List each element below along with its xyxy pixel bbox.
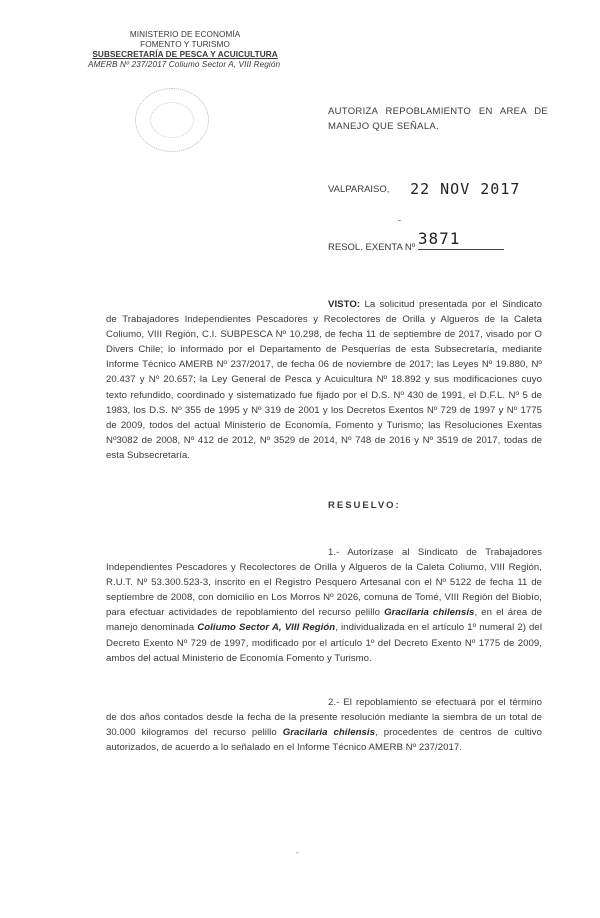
visto-paragraph [106,297,542,463]
document-subject: AUTORIZA REPOBLAMIENTO EN AREA DE MANEJO QUE SEÑALA. [328,106,548,132]
file-reference: AMERB Nº 237/2017 Coliumo Sector A, VIII Región [88,60,281,69]
article-1 [106,545,542,666]
resuelvo-heading: RESUELVO: [328,500,401,511]
area-name: Coliumo Sector A, VIII Región [197,622,336,634]
place-date-line [328,178,520,196]
resolution-line [328,229,504,256]
article-2-number: 2.- [328,697,340,708]
visto-label: VISTO: [328,299,361,310]
species-name-2: Gracilaria chilensis [282,727,376,739]
species-name: Gracilaria chilensis [384,607,475,619]
page-mark: - [296,848,299,857]
stamped-date: 22 NOV 2017 [410,180,521,198]
resolution-number: 3871 [418,229,504,250]
undersecretariat-name: SUBSECRETARÍA DE PESCA Y ACUICULTURA [92,50,278,59]
article-1-number: 1.- [328,547,340,558]
article-2-text-a: El repoblamiento se efectuará por el término de dos años contados desde la fecha de la presente resolución mediante la siembra de un total de 30.000 kilogramos del recurso pelillo [106,697,542,739]
visto-text: La solicitud presentada por el Sindicato de Trabajadores Independientes Pescadores y Recolectores de Orilla y Algueros de la Caleta Coliumo, VIII Región, C.I. SUBPESCA Nº 10.298, de fecha 11 de septiembre de 2017, visado por O Divers Chile; lo informado por el Departamento de Pesquerías de esta Subsecretaría, mediante Informe Técnico AMERB Nº 237/2017, de fecha 06 de noviembre de 2017; las Leyes Nº 19.880, Nº 20.437 y Nº 20.657; la Ley General de Pesca y Acuicultura Nº 18.892 y sus modificaciones cuyo texto refundido, coordinado y sistematizado fue fijado por el D.S. Nº 430 de 1991, el D.F.L. Nº 5 de 1983, los D.S. Nº 355 de 1995 y Nº 319 de 2001 y los Decretos Exentos Nº 729 de 1997 y Nº 1775 de 2009, todos del actual Ministerio de Economía, Fomento y Turismo; las Resoluciones Exentas Nº3082 de 2008, Nº 412 de 2012, Nº 3529 de 2014, Nº 748 de 2016 y Nº 3519 de 2017, todas de esta Subsecretaría. [106,299,542,461]
article-2 [106,695,542,755]
ministry-name: MINISTERIO DE ECONOMÍA [129,30,241,39]
article-2-text-b: , procedentes de centros de cultivo autorizados, de acuerdo a lo señalado en el Informe Técnico AMERB Nº 237/2017. [106,727,542,754]
ministry-subtitle: FOMENTO Y TURISMO [140,40,230,49]
letterhead [90,30,280,70]
resolution-label: RESOL. EXENTA Nº [328,242,416,253]
official-seal-inner [150,102,194,138]
article-1-text-b: , en el área de manejo denominada [106,607,542,634]
place-label: VALPARAISO, [328,184,390,195]
article-1-text-c: , individualizada en el artículo 1º numeral 2) del Decreto Exento Nº 729 de 1997, modificado por el artículo 1º del Decreto Exento Nº 1775 de 2009, ambos del actual Ministerio de Economía Fomento y Turismo. [106,622,542,664]
article-1-text-a: Autorízase al Sindicato de Trabajadores Independientes Pescadores y Recolectores de Orilla y Algueros de la Caleta Coliumo, VIII Región, R.U.T. Nº 53.300.523-3, inscrito en el Registro Pesquero Artesanal con el Nº 5122 de fecha 11 de septiembre de 2008, con domicilio en Los Morros Nº 2026, comuna de Tomé, VIII Región del Biobío, para efectuar actividades de repoblamiento del recurso pelillo [106,547,542,619]
resolution-dash: - [398,215,401,225]
